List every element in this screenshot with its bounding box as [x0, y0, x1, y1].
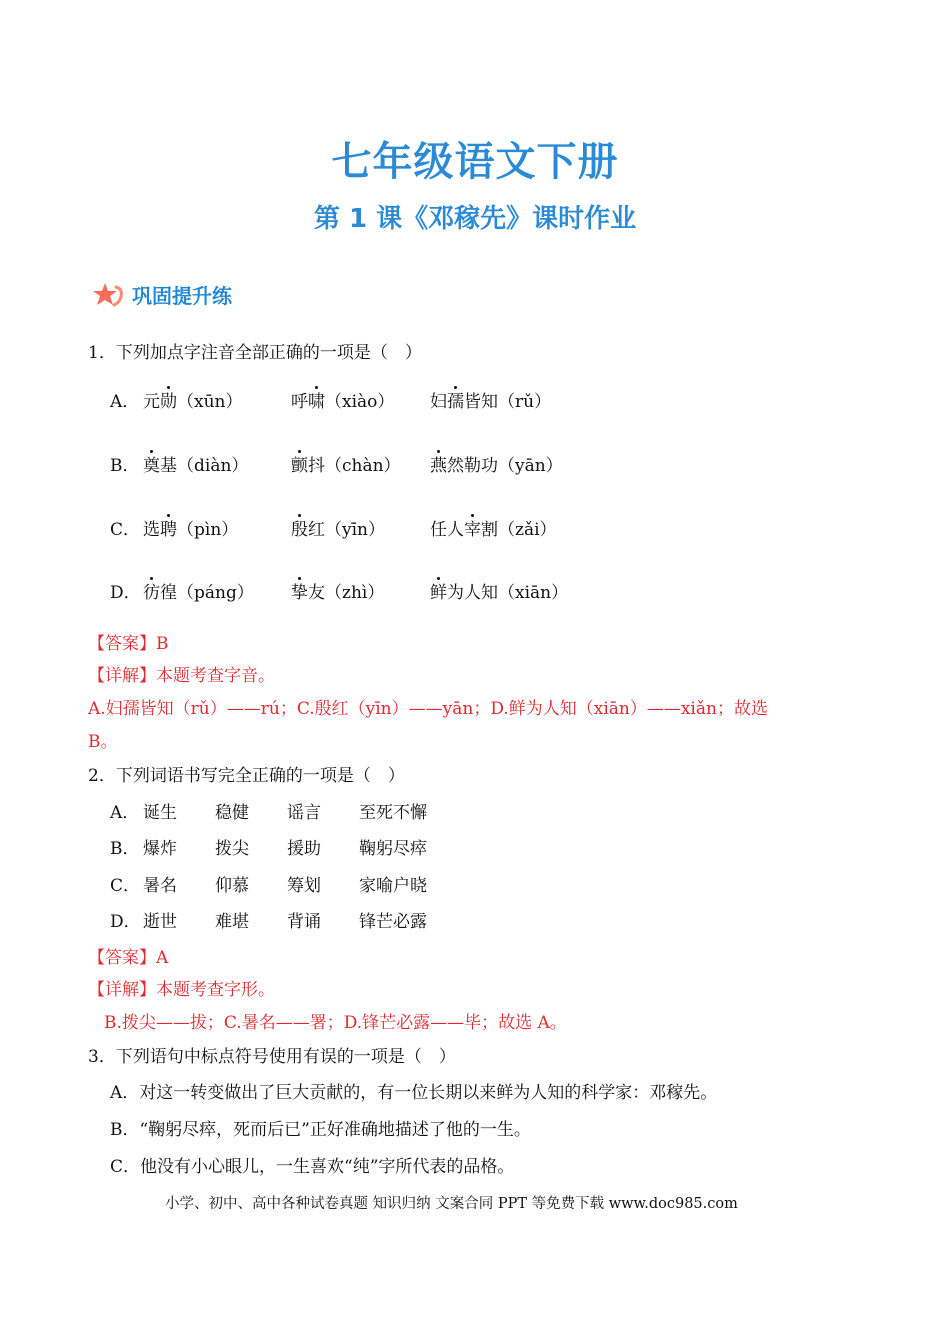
question-2-option-word: 鞠躬尽瘁: [359, 839, 427, 859]
question-2-option-word: 诞生: [143, 803, 177, 823]
question-2-answer: 【答案】A: [88, 948, 169, 968]
star-icon: [92, 281, 126, 309]
option-text: 然勒功（yān）: [447, 456, 563, 476]
question-1-option-item: [430, 515, 557, 540]
question-1-option-item: [291, 515, 385, 540]
option-text: （xūn）: [177, 392, 243, 412]
question-2-option-word: 暑名: [143, 876, 177, 896]
emphasized-char: 奠: [143, 456, 160, 476]
question-1-option-item: [430, 387, 551, 412]
page-footer: 小学、初中、高中各种试卷真题 知识归纳 文案合同 PPT 等免费下载 www.doc985.com: [165, 1196, 738, 1212]
question-1-option-item: [143, 578, 254, 603]
option-text: （xiào）: [325, 392, 395, 412]
question-1-detail-1: A.妇孺皆知（rǔ）——rú；C.殷红（yīn）——yān；D.鲜为人知（xiān）——xiǎn；故选: [88, 699, 768, 719]
option-text: 基（diàn）: [160, 456, 249, 476]
emphasized-char: 殷: [291, 520, 308, 540]
emphasized-char: 彷: [143, 583, 160, 603]
question-1-answer: 【答案】B: [88, 634, 169, 654]
question-2-option-word: 锋芒必露: [359, 912, 427, 932]
question-2-option-word: 背诵: [287, 912, 321, 932]
question-2-option-word: 稳健: [215, 803, 249, 823]
question-1-detail-2: B。: [88, 732, 118, 752]
question-1-option-item: [291, 387, 394, 412]
question-1-option-item: [430, 578, 568, 603]
emphasized-char: 挚: [291, 583, 308, 603]
question-2-option-word: 拨尖: [215, 839, 249, 859]
emphasized-char: 孺: [447, 392, 464, 412]
option-text: 抖（chàn）: [308, 456, 401, 476]
question-2-stem: 2．下列词语书写完全正确的一项是（ ）: [88, 766, 405, 786]
question-3-option-c: C．他没有小心眼儿，一生喜欢“纯”字所代表的品格。: [110, 1157, 515, 1177]
question-2-option-word: 筹划: [287, 876, 321, 896]
question-1-explain: [88, 661, 275, 686]
question-1-option-letter: A．: [110, 392, 140, 412]
question-1-option-letter: B．: [110, 456, 140, 476]
question-2-explain: 【详解】本题考查字形。: [88, 980, 275, 1000]
emphasized-char: 鲜: [430, 583, 447, 603]
question-2-option-word: 逝世: [143, 912, 177, 932]
emphasized-char: 啸: [308, 392, 325, 412]
page-title: 七年级语文下册: [331, 139, 619, 185]
option-text: 呼: [291, 392, 308, 412]
option-text: 友（zhì）: [308, 583, 385, 603]
question-3-option-b: B．“鞠躬尽瘁，死而后已”正好准确地描述了他的一生。: [110, 1120, 531, 1140]
question-2-option-letter: A．: [110, 803, 140, 823]
question-2-detail: B.拨尖——拔；C.暑名——署；D.锋芒必露——毕；故选 A。: [104, 1013, 567, 1033]
question-1-option-item: [143, 451, 248, 476]
emphasized-char: 颤: [291, 456, 308, 476]
question-2-option-word: 谣言: [287, 803, 321, 823]
question-2-option-word: 家喻户晓: [359, 876, 427, 896]
question-2-option-word: 难堪: [215, 912, 249, 932]
option-text: 徨（páng）: [160, 583, 254, 603]
option-text: 红（yīn）: [308, 520, 385, 540]
question-2-option-word: 至死不懈: [359, 803, 427, 823]
option-text: 选: [143, 520, 160, 540]
option-text: 任人: [430, 520, 464, 540]
emphasized-char: 勋: [160, 392, 177, 412]
section-label: 巩固提升练: [132, 284, 232, 308]
emphasized-char: 聘: [160, 520, 177, 540]
question-1-option-letter: C．: [110, 520, 141, 540]
question-1-option-item: [143, 387, 243, 412]
question-2-option-word: 爆炸: [143, 839, 177, 859]
question-2-option-letter: D．: [110, 912, 141, 932]
emphasized-char: 燕: [430, 456, 447, 476]
question-2-option-letter: C．: [110, 876, 141, 896]
page-subtitle: 第 1 课《邓稼先》课时作业: [313, 204, 637, 234]
option-text: 元: [143, 392, 160, 412]
question-1-option-item: [291, 578, 384, 603]
question-2-option-word: 仰慕: [215, 876, 249, 896]
question-3-option-a: A．对这一转变做出了巨大贡献的，有一位长期以来鲜为人知的科学家：邓稼先。: [110, 1083, 718, 1103]
question-1-stem: 1．下列加点字注音全部正确的一项是（ ）: [88, 343, 422, 363]
option-text: 为人知（xiān）: [447, 583, 569, 603]
question-1-option-item: [143, 515, 238, 540]
question-3-stem: 3．下列语句中标点符号使用有误的一项是（ ）: [88, 1047, 456, 1067]
question-1-option-item: [430, 451, 563, 476]
question-2-option-word: 援助: [287, 839, 321, 859]
question-1-option-letter: D．: [110, 583, 141, 603]
section-header: [92, 280, 232, 309]
explain-label: 【详解】本题考查字音。: [88, 666, 275, 686]
option-text: 割（zǎi）: [481, 520, 557, 540]
question-2-option-letter: B．: [110, 839, 140, 859]
question-1-option-item: [291, 451, 401, 476]
option-text: 妇: [430, 392, 447, 412]
option-text: （pìn）: [177, 520, 239, 540]
emphasized-char: 宰: [464, 520, 481, 540]
option-text: 皆知（rǔ）: [464, 392, 552, 412]
